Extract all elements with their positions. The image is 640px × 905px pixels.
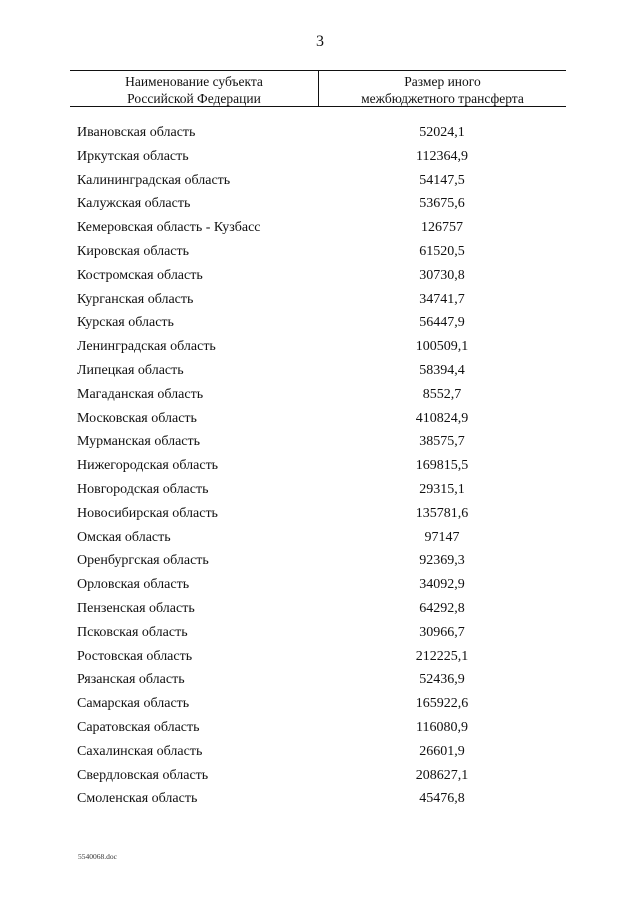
transfer-amount: 8552,7 (422, 386, 462, 402)
transfer-amount: 54147,5 (419, 172, 465, 188)
transfer-amount: 126757 (421, 220, 463, 236)
table-header-bottom-rule (70, 106, 566, 107)
region-name: Курская область (77, 315, 174, 331)
region-name: Самарская область (77, 696, 190, 712)
column-header-region-line1: Наименование субъекта (125, 74, 263, 89)
region-name: Сахалинская область (77, 743, 203, 759)
region-name: Московская область (77, 410, 197, 426)
table-row (0, 359, 640, 383)
table-body (0, 121, 640, 811)
table-row (0, 502, 640, 526)
transfer-amount: 208627,1 (415, 767, 469, 783)
region-name: Оренбургская область (77, 553, 209, 569)
table-row (0, 383, 640, 407)
transfer-amount: 38575,7 (419, 434, 465, 450)
region-name: Нижегородская область (77, 458, 219, 474)
table-row (0, 216, 640, 240)
column-header-region-line2: Российской Федерации (127, 91, 261, 106)
transfer-amount: 45476,8 (419, 791, 465, 807)
region-name: Новосибирская область (77, 505, 218, 521)
region-name: Омская область (77, 529, 171, 545)
region-name: Псковская область (77, 624, 188, 640)
region-name: Саратовская область (77, 719, 200, 735)
region-name: Ленинградская область (77, 339, 216, 355)
transfer-amount: 212225,1 (415, 648, 469, 664)
table-row (0, 787, 640, 811)
table-row (0, 692, 640, 716)
transfer-amount: 97147 (424, 529, 460, 545)
table-row (0, 478, 640, 502)
region-name: Смоленская область (77, 791, 198, 807)
region-name: Пензенская область (77, 600, 195, 616)
transfer-amount: 58394,4 (419, 362, 465, 378)
table-row (0, 169, 640, 193)
transfer-amount: 30966,7 (419, 624, 465, 640)
transfer-amount: 30730,8 (419, 267, 465, 283)
transfer-amount: 64292,8 (419, 600, 465, 616)
region-name: Рязанская область (77, 672, 185, 688)
page-number: 3 (316, 33, 324, 50)
table-row (0, 311, 640, 335)
transfer-amount: 61520,5 (419, 243, 465, 259)
table-row (0, 645, 640, 669)
column-header-amount-line1: Размер иного (404, 74, 481, 89)
table-row (0, 430, 640, 454)
table-row (0, 240, 640, 264)
transfer-amount: 34741,7 (419, 291, 465, 307)
table-row (0, 192, 640, 216)
region-name: Курганская область (77, 291, 194, 307)
region-name: Магаданская область (77, 386, 204, 402)
transfer-amount: 52024,1 (419, 125, 465, 140)
table-row (0, 145, 640, 169)
table-row (0, 526, 640, 550)
table-row (0, 716, 640, 740)
transfer-amount: 135781,6 (415, 505, 469, 521)
table-row (0, 764, 640, 788)
region-name: Ивановская область (77, 125, 196, 140)
region-name: Ростовская область (77, 648, 193, 664)
region-name: Новгородская область (77, 481, 209, 497)
table-row (0, 597, 640, 621)
transfer-amount: 112364,9 (416, 148, 468, 164)
transfer-amount: 100509,1 (415, 339, 469, 355)
region-name: Кемеровская область - Кузбасс (77, 220, 261, 236)
transfer-amount: 92369,3 (419, 553, 465, 569)
transfer-amount: 29315,1 (419, 481, 465, 497)
table-row (0, 335, 640, 359)
transfer-amount: 410824,9 (415, 410, 469, 426)
column-header-region (70, 73, 318, 107)
region-name: Кировская область (77, 243, 190, 259)
region-name: Липецкая область (77, 362, 184, 378)
transfer-amount: 116080,9 (416, 719, 468, 735)
table-row (0, 740, 640, 764)
region-name: Орловская область (77, 577, 190, 593)
transfer-amount: 34092,9 (419, 577, 465, 593)
table-row (0, 668, 640, 692)
region-name: Мурманская область (77, 434, 201, 450)
transfer-amount: 169815,5 (415, 458, 469, 474)
region-name: Калининградская область (77, 172, 231, 188)
region-name: Свердловская область (77, 767, 209, 783)
region-name: Костромская область (77, 267, 203, 283)
table-row (0, 549, 640, 573)
table-row (0, 454, 640, 478)
table-row (0, 264, 640, 288)
transfer-amount: 56447,9 (419, 315, 465, 331)
table-row (0, 573, 640, 597)
table-row (0, 121, 640, 145)
column-header-amount-line2: межбюджетного трансферта (361, 91, 524, 106)
transfer-amount: 52436,9 (419, 672, 465, 688)
region-name: Иркутская область (77, 148, 189, 164)
transfer-amount: 165922,6 (415, 696, 469, 712)
column-header-amount (319, 73, 566, 107)
transfer-amount: 26601,9 (419, 743, 465, 759)
table-row (0, 407, 640, 431)
footer-filename: 5540068.doc (78, 852, 117, 861)
table-row (0, 288, 640, 312)
transfer-amount: 53675,6 (419, 196, 465, 212)
region-name: Калужская область (77, 196, 191, 212)
table-row (0, 621, 640, 645)
